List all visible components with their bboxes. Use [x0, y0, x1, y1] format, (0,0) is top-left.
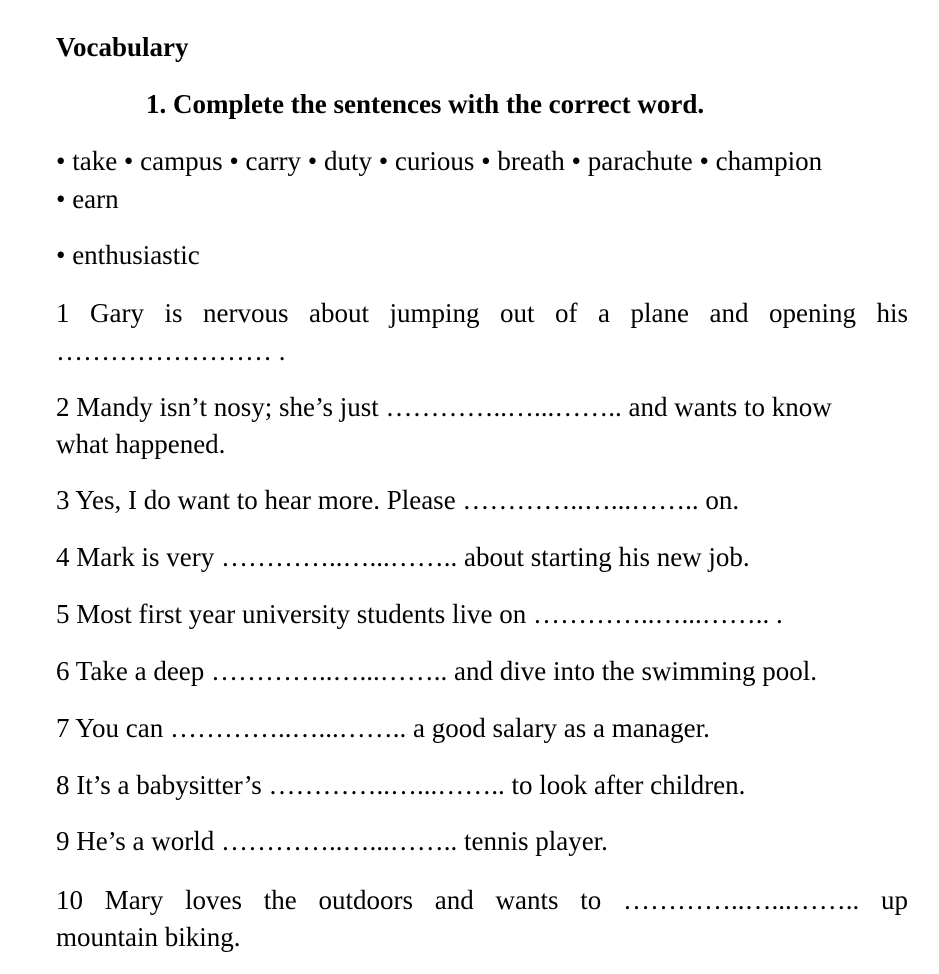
sentence-word: jumping [389, 298, 480, 328]
sentence-2-line-1: 2 Mandy isn’t nosy; she’s just …………..…...…….. and wants to know [56, 392, 832, 422]
sentence-6: 6 Take a deep …………..…...…….. and dive into the swimming pool. [56, 656, 818, 686]
sentence-10-line-2: mountain biking. [56, 922, 241, 952]
sentence-word: wants [495, 885, 559, 915]
sentence-10-line-1 [56, 883, 908, 917]
sentence-5: 5 Most first year university students live on …………..…...…….. . [56, 599, 783, 629]
word-bank-line-1: • take • campus • carry • duty • curious • breath • parachute • champion [56, 146, 823, 176]
sentence-word: …………..…...…….. [622, 885, 860, 915]
sentence-word: up [880, 885, 908, 915]
word-bank-line-2: • earn [56, 184, 119, 214]
page-heading: Vocabulary [56, 32, 189, 62]
sentence-word: plane [630, 298, 689, 328]
sentence-word: and [709, 298, 749, 328]
sentence-3: 3 Yes, I do want to hear more. Please …………..…...…….. on. [56, 485, 740, 515]
sentence-word: a [598, 298, 610, 328]
sentence-word: is [164, 298, 183, 328]
exercise-instruction: 1. Complete the sentences with the correct word. [146, 89, 705, 119]
sentence-word: opening [768, 298, 856, 328]
sentence-word: nervous [203, 298, 289, 328]
sentence-word: of [555, 298, 578, 328]
sentence-1-blank: …………………… . [56, 336, 286, 366]
sentence-8: 8 It’s a babysitter’s …………..…...…….. to look after children. [56, 770, 746, 800]
sentence-word: to [580, 885, 602, 915]
sentence-word: outdoors [318, 885, 413, 915]
sentence-word: loves [184, 885, 242, 915]
sentence-word: the [263, 885, 297, 915]
sentence-word: and [434, 885, 474, 915]
sentence-2-line-2: what happened. [56, 429, 226, 459]
sentence-4: 4 Mark is very …………..…...…….. about starting his new job. [56, 542, 750, 572]
sentence-word: Gary [90, 298, 144, 328]
word-bank-line-3: • enthusiastic [56, 240, 200, 270]
sentence-word: about [308, 298, 369, 328]
sentence-word: 1 [56, 298, 70, 328]
sentence-word: his [876, 298, 908, 328]
sentence-word: out [500, 298, 535, 328]
sentence-7: 7 You can …………..…...…….. a good salary as a manager. [56, 713, 710, 743]
sentence-9: 9 He’s a world …………..…...…….. tennis player. [56, 826, 608, 856]
sentence-word: Mary [104, 885, 164, 915]
sentence-word: 10 [56, 885, 83, 915]
sentence-1-line-1 [56, 296, 908, 330]
